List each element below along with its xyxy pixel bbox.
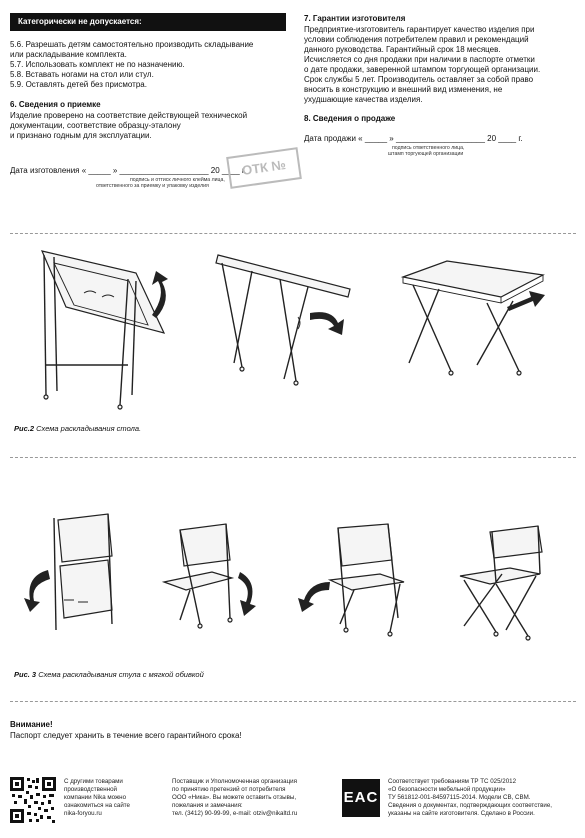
figure-2-caption: [14, 424, 141, 433]
sale-note: подпись ответственного лица,: [392, 145, 465, 151]
qr-code: [10, 777, 56, 823]
warranty-text: данного руководства. Гарантийный срок 18 месяцев.: [304, 45, 501, 54]
cut-line: [10, 233, 576, 234]
figure-3-label: Рис. 3: [14, 670, 37, 679]
cut-line: [10, 701, 576, 702]
footer-col-1: С другими товарами производственной компании Nika можно ознакомиться на сайте nika-foryou.ru: [64, 778, 130, 817]
warranty-text: условии соблюдения потребителем правил и рекомендаций: [304, 35, 529, 44]
acceptance-text: Изделие проверено на соответствие действующей технической: [10, 111, 248, 120]
sale-title: 8. Сведения о продаже: [304, 114, 396, 123]
chair-step-1-illustration: [20, 510, 130, 640]
warranty-text: Исчисляется со дня продажи при наличии в паспорте отметки: [304, 55, 535, 64]
footer-col-2: Поставщик и Уполномоченная организация по принятию претензий от потребителя ООО «Ника». Вы можете оставить отзывы, пожелания и замечания: тел. (3412) 90-99-99, e-mail: otziv@nikaltd.ru: [172, 778, 298, 817]
figure-3-caption: [14, 670, 204, 679]
warranty-text: о дате продажи, заверенной штампом торгующей организации.: [304, 65, 541, 74]
warranty-text: вносить в конструкцию и внешний вид изменения, не: [304, 85, 503, 94]
warranty-text: ухудшающие качества изделия.: [304, 95, 423, 104]
attention-title: Внимание!: [10, 720, 53, 729]
table-step-3-illustration: [395, 255, 555, 385]
warranty-title: 7. Гарантии изготовителя: [304, 14, 406, 23]
acceptance-text: документации, соответствие образцу-эталону: [10, 121, 181, 130]
chair-step-2-illustration: [160, 520, 270, 630]
acceptance-text: и признано годным для эксплуатации.: [10, 131, 152, 140]
warranty-text: Срок службы 5 лет. Производитель оставляет за собой право: [304, 75, 534, 84]
prohibited-item: 5.9. Оставлять детей без присмотра.: [10, 80, 147, 89]
prohibited-item: 5.6. Разрешать детям самостоятельно производить складывание: [10, 40, 254, 49]
figure-2-text: Схема раскладывания стола.: [36, 424, 142, 433]
signature-note: ответственного за приемку и упаковку изделия: [96, 183, 209, 189]
otk-stamp: ОТК №: [226, 147, 302, 189]
eac-mark: EAC: [342, 779, 380, 817]
manufacture-date-label: Дата изготовления « _____ » ____________________ 20 ____ г.: [10, 166, 247, 175]
signature-note: подпись и оттиск личного клейма лица,: [130, 177, 225, 183]
footer-col-3: Соответствует требованиям ТР ТС 025/2012 «О безопасности мебельной продукции» ТУ 561812-001-84597115-2014. Модели СВ, СВМ. Сведения о документах, подтверждающих соответствие, указаны на сайте изготовителя. Сделано в России.: [388, 778, 553, 817]
figure-2-label: Рис.2: [14, 424, 35, 433]
sale-note: штамп торгующей организации: [388, 151, 464, 157]
chair-step-4-illustration: [440, 522, 560, 642]
figure-3-text: Схема раскладывания стула с мягкой обивкой: [38, 670, 204, 679]
table-step-2-illustration: [210, 245, 360, 395]
warranty-text: Предприятие-изготовитель гарантирует качество изделия при: [304, 25, 535, 34]
prohibited-item: 5.8. Вставать ногами на стол или стул.: [10, 70, 154, 79]
sale-date-label: Дата продажи « _____ » ____________________ 20 ____ г.: [304, 134, 523, 143]
attention-text: Паспорт следует хранить в течение всего гарантийного срока!: [10, 731, 242, 740]
chair-step-3-illustration: [300, 520, 420, 640]
website-link[interactable]: nika-foryou.ru: [64, 810, 102, 817]
prohibited-header: Категорически не допускается:: [10, 13, 286, 31]
prohibited-item: 5.7. Использовать комплект не по назначению.: [10, 60, 185, 69]
acceptance-title: 6. Сведения о приемке: [10, 100, 101, 109]
cut-line: [10, 457, 576, 458]
table-step-1-illustration: [24, 245, 174, 415]
contact-line[interactable]: тел. (3412) 90-99-99, e-mail: otziv@nikaltd.ru: [172, 810, 298, 817]
prohibited-item: или раскладывание комплекта.: [10, 50, 127, 59]
